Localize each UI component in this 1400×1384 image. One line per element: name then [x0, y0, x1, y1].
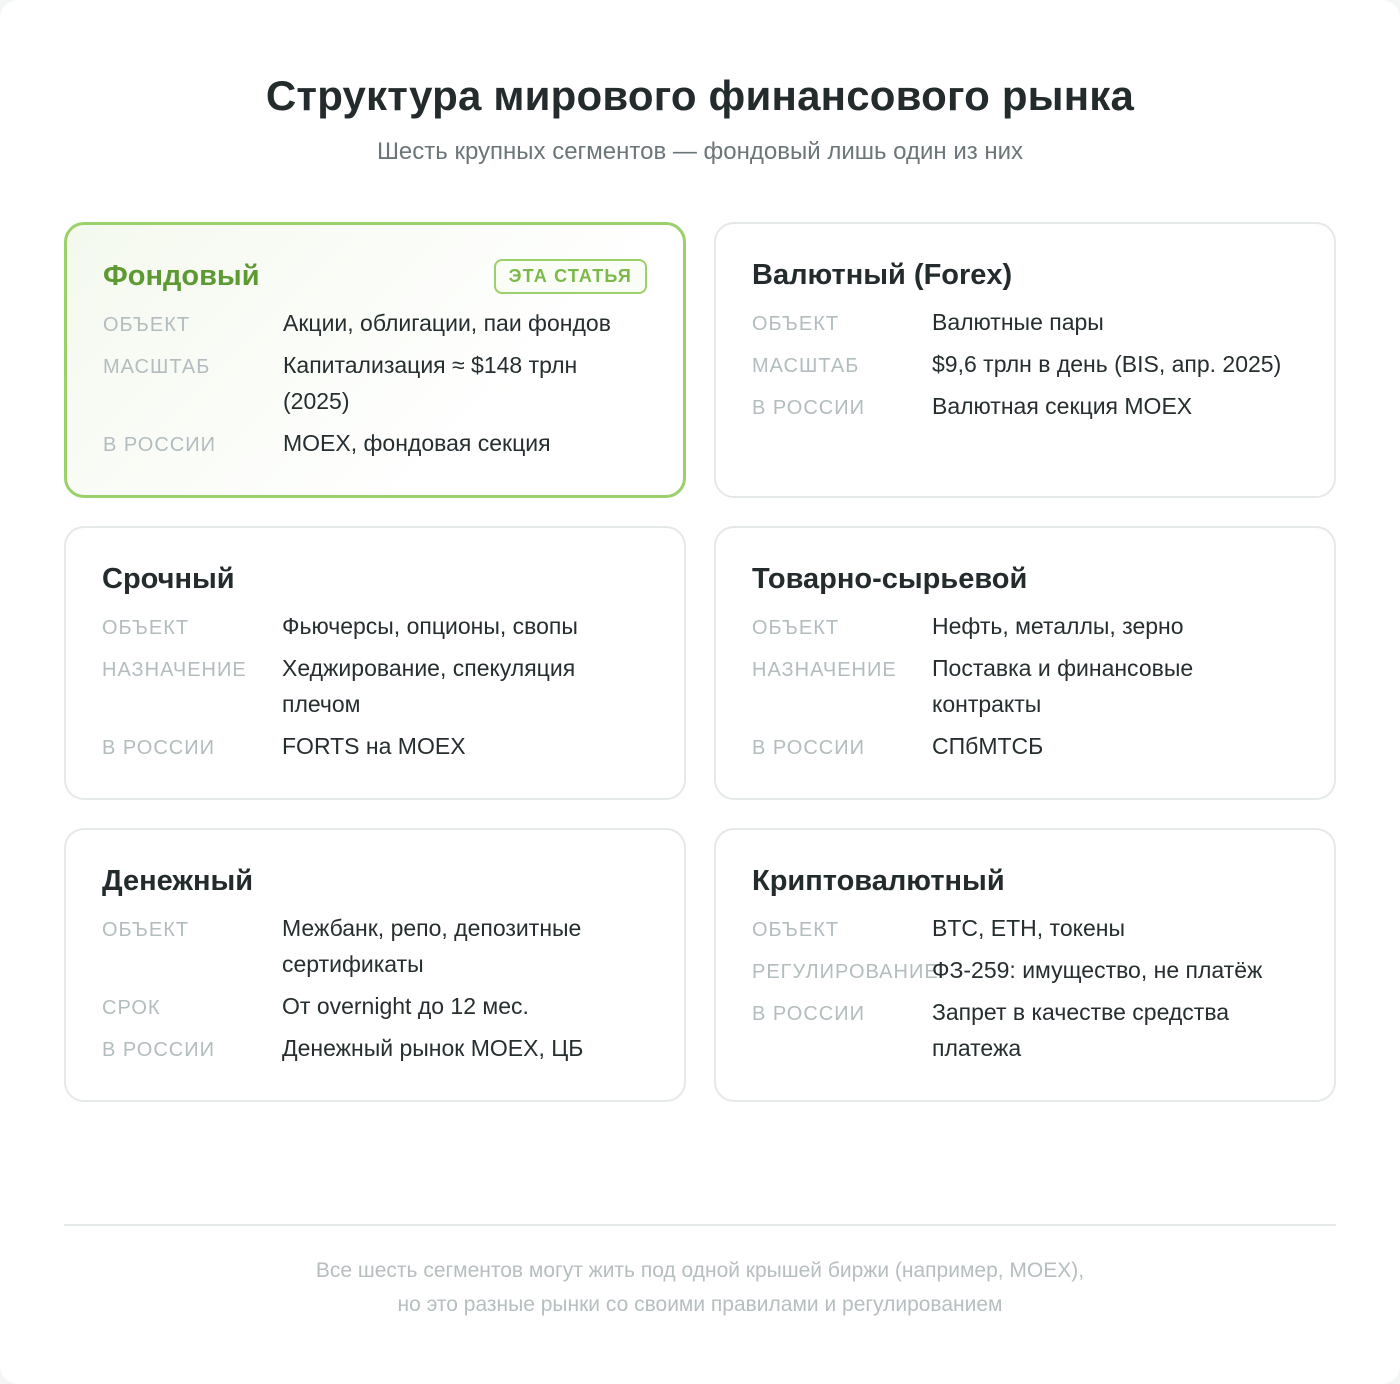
card-header	[103, 259, 647, 293]
footer-note	[0, 1254, 1400, 1322]
row-value: Фьючерсы, опционы, свопы	[282, 613, 578, 639]
row-value: Валютные пары	[932, 309, 1104, 335]
row-label: В РОССИИ	[102, 1039, 215, 1061]
card-header	[752, 562, 1298, 596]
card-row	[752, 734, 1298, 764]
card-header	[102, 562, 648, 596]
row-label: В РОССИИ	[103, 434, 216, 456]
card-title: Срочный	[102, 562, 235, 595]
card-header	[752, 864, 1298, 898]
row-value: Денежный рынок MOEX, ЦБ	[282, 1035, 584, 1061]
this-article-badge: ЭТА СТАТЬЯ	[494, 259, 647, 294]
row-label: РЕГУЛИРОВАНИЕ	[752, 961, 939, 983]
card-header	[752, 258, 1298, 292]
card-row	[752, 310, 1298, 340]
row-label: ОБЪЕКТ	[752, 617, 840, 639]
row-label: В РОССИИ	[752, 1003, 865, 1025]
card-row	[102, 916, 648, 982]
segment-card-forex	[714, 222, 1336, 498]
segment-card-derivatives	[64, 526, 686, 800]
card-row	[752, 656, 1298, 722]
row-value: MOEX, фондовая секция	[283, 430, 551, 456]
page-title: Структура мирового финансового рынка	[265, 72, 1135, 119]
row-label: МАСШТАБ	[103, 356, 211, 378]
row-value: Межбанк, репо, депозитные сертификаты	[282, 915, 582, 977]
page-subtitle: Шесть крупных сегментов — фондовый лишь один из них	[376, 138, 1024, 165]
row-label: В РОССИИ	[102, 737, 215, 759]
card-title: Валютный (Forex)	[752, 258, 1013, 291]
row-label: МАСШТАБ	[752, 355, 860, 377]
segment-card-crypto	[714, 828, 1336, 1102]
row-label: В РОССИИ	[752, 397, 865, 419]
row-label: ОБЪЕКТ	[103, 314, 191, 336]
card-row	[102, 614, 648, 644]
card-row	[752, 1000, 1298, 1066]
row-value: BTC, ETH, токены	[932, 915, 1125, 941]
segments-grid	[64, 222, 1336, 1102]
card-row	[752, 352, 1298, 382]
card-row	[752, 916, 1298, 946]
card-row	[102, 734, 648, 764]
row-value: $9,6 трлн в день (BIS, апр. 2025)	[932, 351, 1282, 377]
row-value: Капитализация ≈ $148 трлн (2025)	[283, 352, 578, 414]
segment-card-stock	[64, 222, 686, 498]
row-value: Валютная секция MOEX	[932, 393, 1193, 419]
card-title: Криптовалютный	[752, 864, 1005, 897]
row-value: FORTS на MOEX	[282, 733, 466, 759]
row-label: В РОССИИ	[752, 737, 865, 759]
card-title: Товарно-сырьевой	[752, 562, 1028, 595]
row-value: ФЗ-259: имущество, не платёж	[932, 957, 1263, 983]
row-label: ОБЪЕКТ	[102, 617, 190, 639]
segment-card-money	[64, 828, 686, 1102]
row-value: От overnight до 12 мес.	[282, 993, 529, 1019]
row-value: Поставка и финансовые контракты	[932, 655, 1194, 717]
footer-divider	[64, 1224, 1336, 1226]
row-value: Запрет в качестве средства платежа	[932, 999, 1230, 1061]
card-row	[102, 994, 648, 1024]
row-label: СРОК	[102, 997, 161, 1019]
footer-line-2: но это разные рынки со своими правилами и регулированием	[397, 1293, 1003, 1316]
card-row	[103, 353, 647, 419]
row-label: ОБЪЕКТ	[752, 313, 840, 335]
card-row	[752, 614, 1298, 644]
row-label: НАЗНАЧЕНИЕ	[102, 659, 247, 681]
footer-line-1: Все шесть сегментов могут жить под одной крышей биржи (например, MOEX),	[315, 1259, 1085, 1282]
row-label: ОБЪЕКТ	[752, 919, 840, 941]
segment-card-commodities	[714, 526, 1336, 800]
row-label: НАЗНАЧЕНИЕ	[752, 659, 897, 681]
card-title: Фондовый	[103, 259, 260, 292]
row-value: Акции, облигации, паи фондов	[283, 310, 611, 336]
card-row	[102, 1036, 648, 1066]
card-header	[102, 864, 648, 898]
row-label: ОБЪЕКТ	[102, 919, 190, 941]
card-row	[103, 311, 647, 341]
row-value: Хеджирование, спекуляция плечом	[282, 655, 576, 717]
card-row	[752, 958, 1298, 988]
card-row	[103, 431, 647, 461]
card-title: Денежный	[102, 864, 254, 897]
row-value: Нефть, металлы, зерно	[932, 613, 1184, 639]
card-row	[102, 656, 648, 722]
row-value: СПбМТСБ	[932, 733, 1044, 759]
card-row	[752, 394, 1298, 424]
